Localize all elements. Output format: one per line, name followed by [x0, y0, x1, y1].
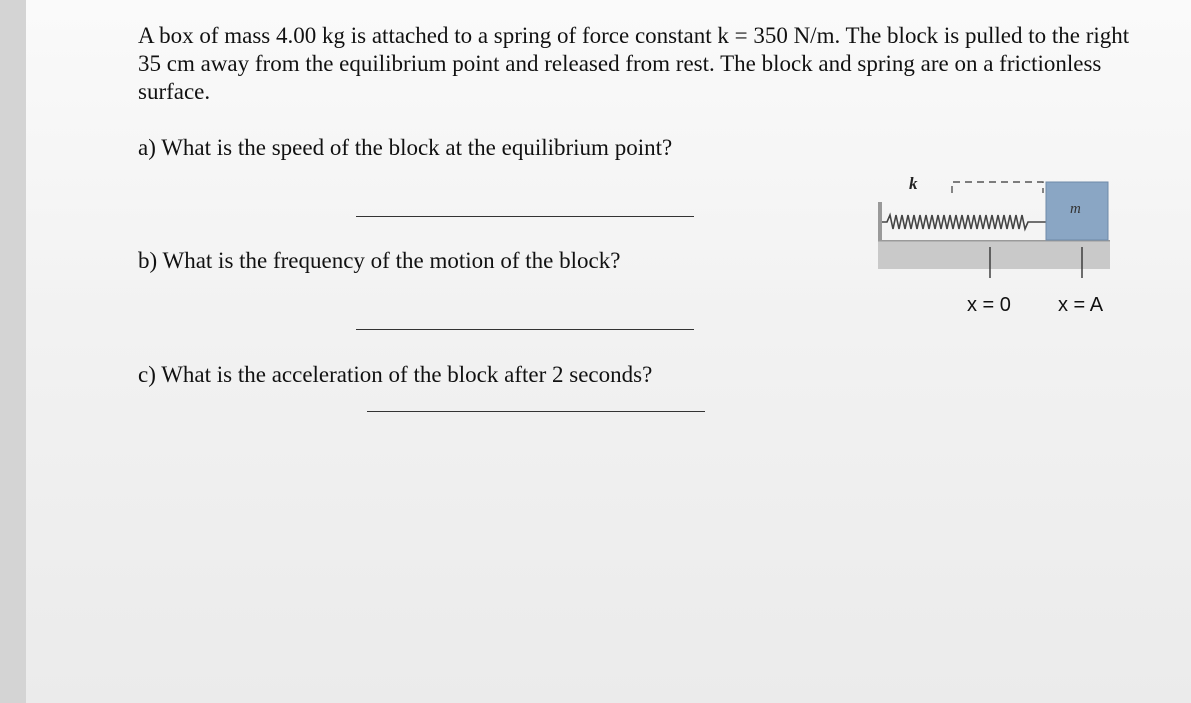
reference-outline — [952, 182, 1043, 193]
document-page — [26, 0, 1191, 703]
problem-statement: A box of mass 4.00 kg is attached to a spring of force constant k = 350 N/m. The block is pulled to the right 35 cm away from the equilibrium point and released from rest. The block and spring are on a frictionless surface. — [138, 23, 1130, 104]
spring-coil — [882, 215, 1046, 229]
floor — [878, 241, 1110, 269]
equilibrium-label: x = 0 — [967, 294, 1011, 316]
mass-label: m — [1070, 201, 1081, 217]
answer-line-a[interactable] — [356, 216, 694, 217]
spring-constant-label: k — [909, 174, 918, 193]
spring-mass-diagram — [875, 168, 1145, 328]
question-c: c) What is the acceleration of the block after 2 seconds? — [138, 362, 653, 387]
answer-line-b[interactable] — [356, 329, 694, 330]
question-b: b) What is the frequency of the motion of the block? — [138, 248, 621, 273]
question-a: a) What is the speed of the block at the equilibrium point? — [138, 135, 673, 160]
answer-line-c[interactable] — [367, 411, 705, 412]
amplitude-label: x = A — [1058, 294, 1104, 316]
wall — [878, 202, 882, 240]
